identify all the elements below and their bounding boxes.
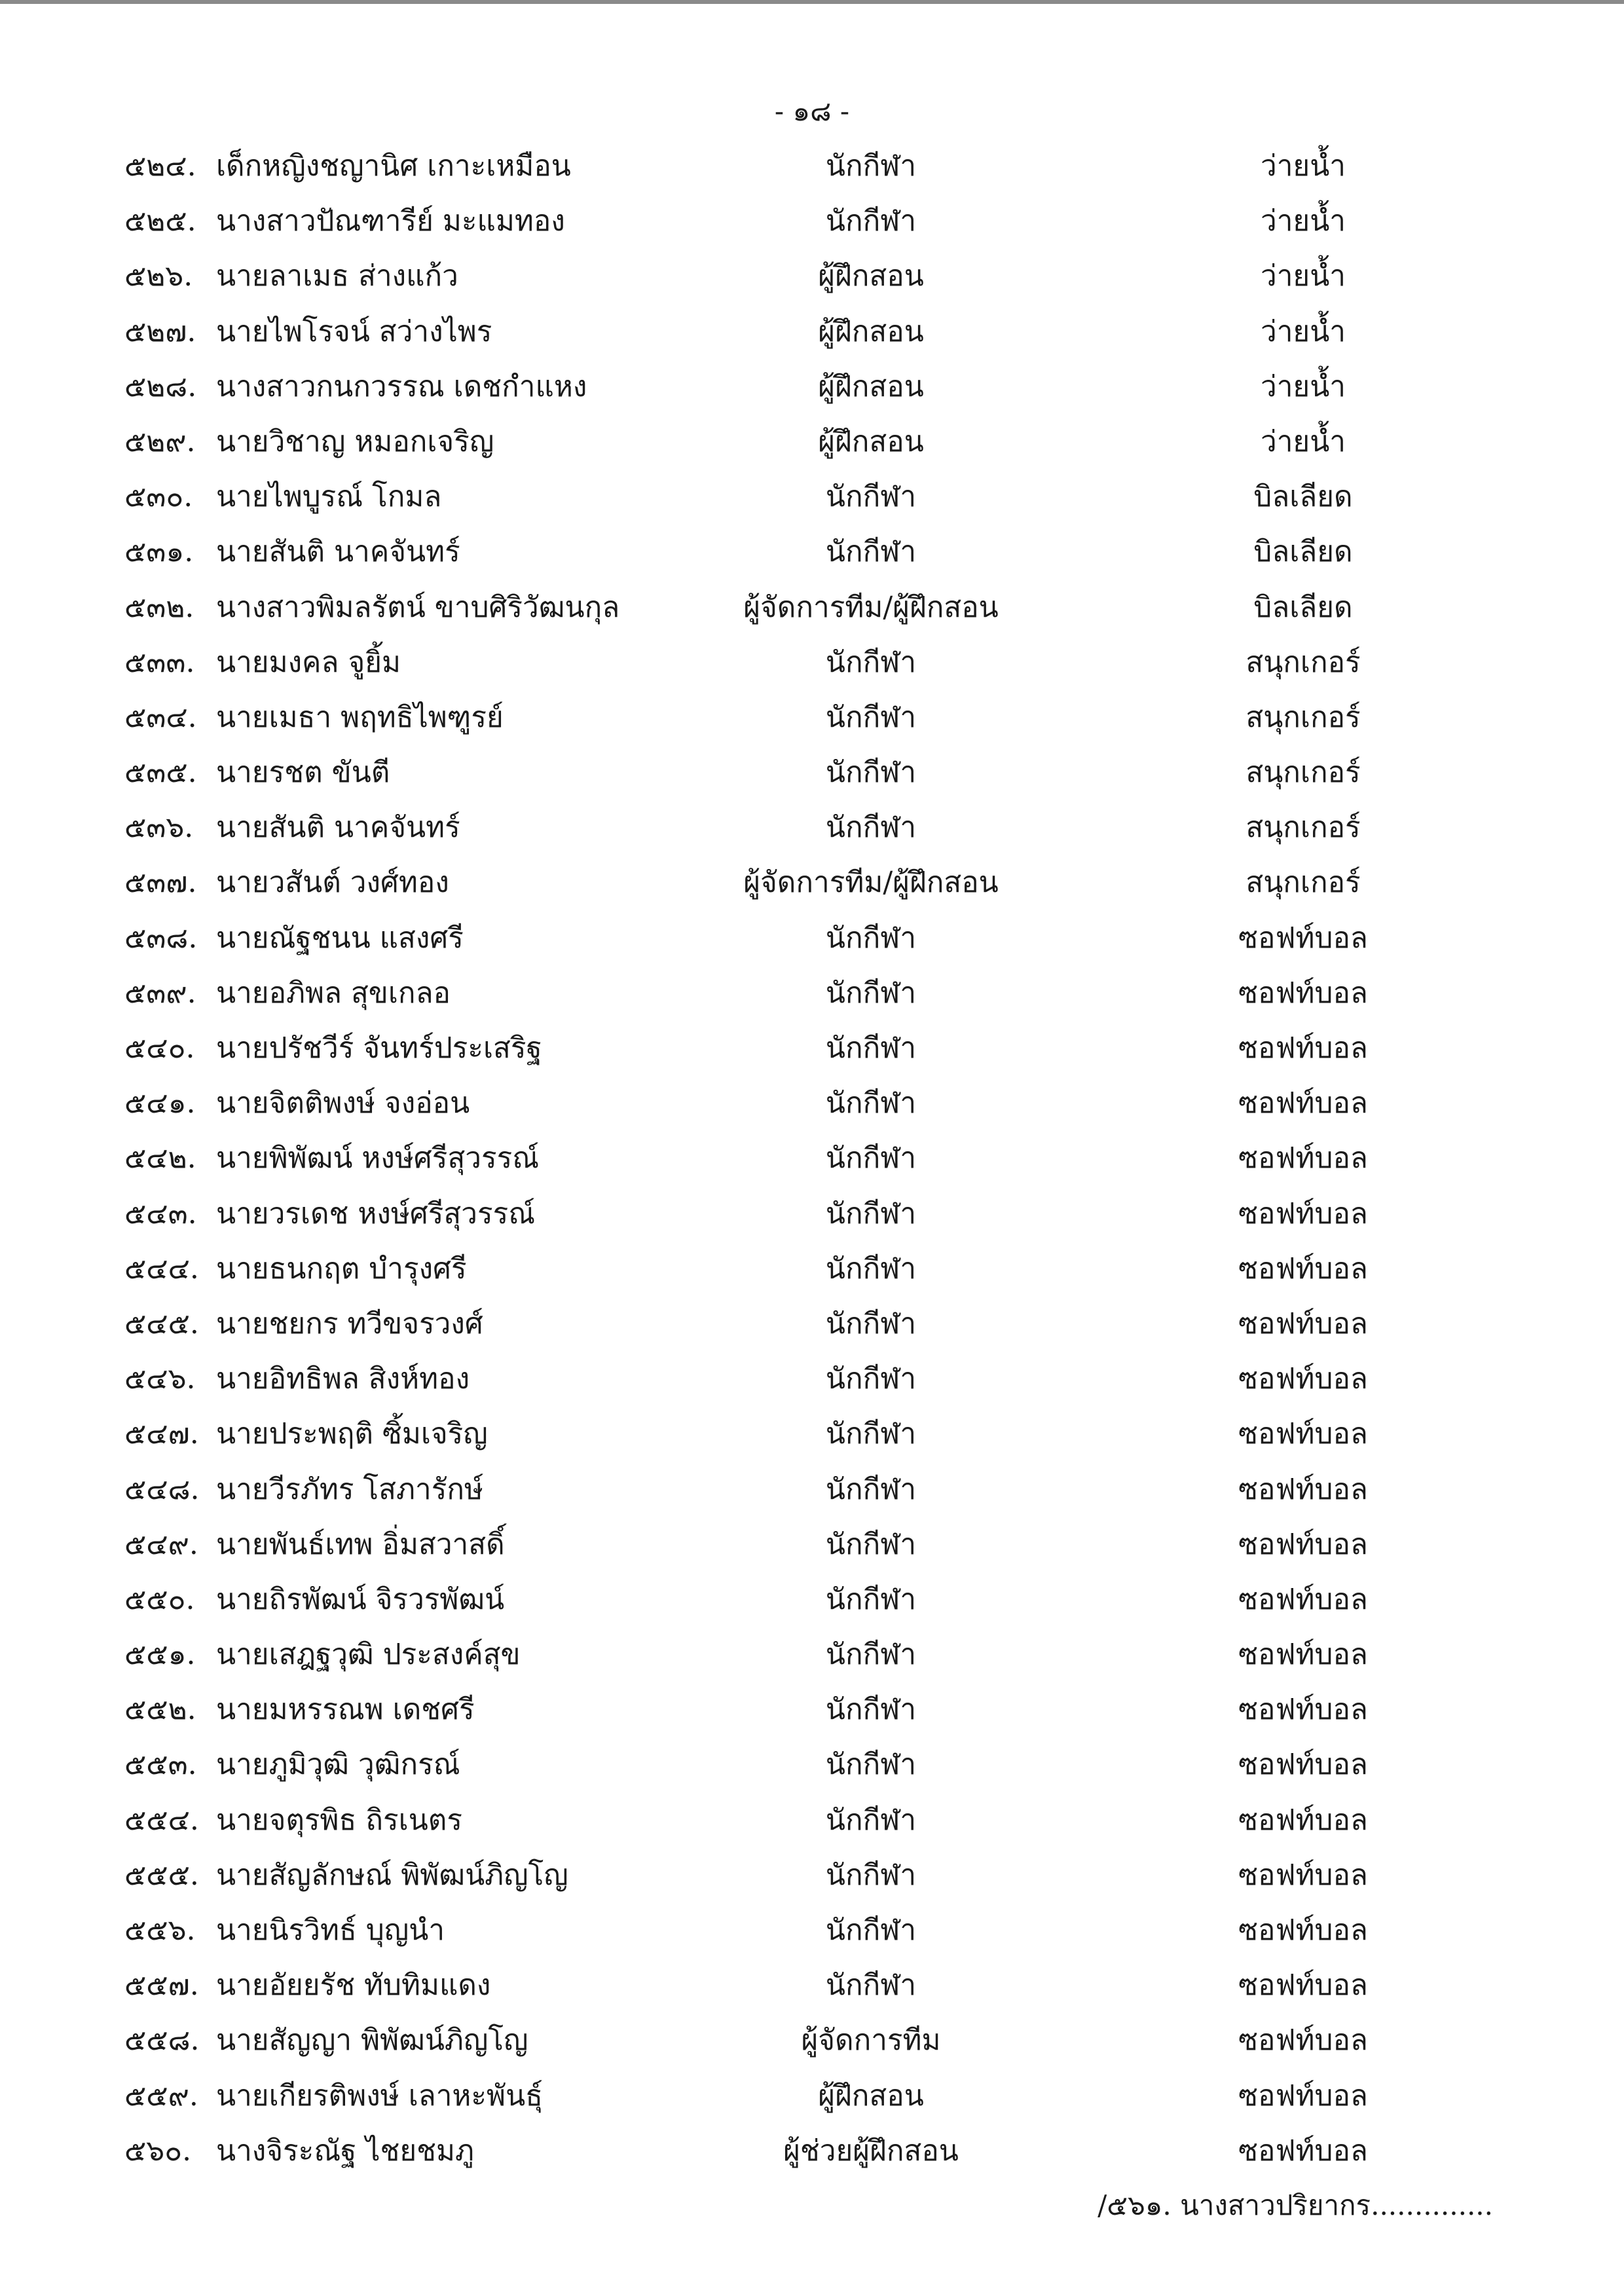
sport-type: ว่ายน้ำ [1261,369,1346,403]
list-item [0,635,1624,690]
list-item [0,360,1624,415]
person-name: นายถิรพัฒน์ จิรวรพัฒน์ [216,1582,505,1616]
item-number: ๕๕๕. [124,1858,199,1892]
person-role: นักกีฬา [825,1638,917,1672]
list-item [0,1903,1624,1958]
sport-type: บิลเลียด [1253,590,1353,624]
list-item [0,1407,1624,1462]
person-role: นักกีฬา [825,921,917,955]
person-role: ผู้ฝึกสอน [818,314,924,348]
list-item [0,1682,1624,1737]
person-role: ผู้จัดการทีม [801,2024,941,2058]
item-number: ๕๓๑. [124,535,194,569]
person-name: นายสัญญา พิพัฒน์ภิญโญ [216,2024,528,2058]
list-item [0,1737,1624,1792]
sport-type: ซอฟท์บอล [1238,1306,1368,1340]
person-name: นายไพโรจน์ สว่างไพร [216,314,492,348]
list-item [0,800,1624,855]
item-number: ๕๒๔. [124,149,196,183]
list-item [0,1517,1624,1572]
item-number: ๕๔๑. [124,1086,196,1120]
sport-type: ว่ายน้ำ [1261,149,1346,183]
person-name: นายอภิพล สุขเกลอ [216,976,451,1010]
person-name: นายปรัชวีร์ จันทร์ประเสริฐ [216,1031,542,1065]
person-name: นายมหรรณพ เดชศรี [216,1693,475,1727]
item-number: ๕๓๗. [124,866,197,900]
item-number: ๕๓๘. [124,921,198,955]
item-number: ๕๔๖. [124,1362,196,1396]
list-item [0,855,1624,910]
sport-type: ว่ายน้ำ [1261,204,1346,238]
sport-type: ซอฟท์บอล [1238,1031,1368,1065]
person-name: นายวีรภัทร โสภารักษ์ [216,1472,484,1506]
sport-type: ซอฟท์บอล [1238,1582,1368,1616]
person-name: นายภูมิวุฒิ วุฒิกรณ์ [216,1748,460,1782]
item-number: ๕๓๖. [124,811,194,845]
item-number: ๕๔๔. [124,1251,199,1285]
sport-type: ซอฟท์บอล [1238,1472,1368,1506]
person-name: เด็กหญิงชญานิศ เกาะเหมือน [216,149,571,183]
item-number: ๕๔๘. [124,1472,200,1506]
person-role: นักกีฬา [825,535,917,569]
person-name: นายจิตติพงษ์ จงอ่อน [216,1086,470,1120]
sport-type: ซอฟท์บอล [1238,921,1368,955]
list-item [0,1627,1624,1682]
sport-type: ซอฟท์บอล [1238,1803,1368,1837]
list-item [0,690,1624,745]
person-name: นายธนกฤต บำรุงศรี [216,1251,467,1285]
item-number: ๕๒๙. [124,424,196,458]
item-number: ๕๕๑. [124,1638,196,1672]
person-name: นายสันติ นาคจันทร์ [216,811,460,845]
item-number: ๕๒๗. [124,314,196,348]
list-item [0,305,1624,360]
person-name: นายจตุรพิธ ถิรเนตร [216,1803,462,1837]
item-number: ๕๕๗. [124,1969,199,2003]
item-number: ๕๕๙. [124,2079,198,2113]
list-item [0,2069,1624,2124]
sport-type: ซอฟท์บอล [1238,1196,1368,1230]
item-number: ๕๕๓. [124,1748,197,1782]
person-name: นางสาวพิมลรัตน์ ขาบศิริวัฒนกุล [216,590,620,624]
list-item [0,1021,1624,1076]
person-name: นายไพบูรณ์ โกมล [216,480,442,514]
person-role: นักกีฬา [825,204,917,238]
sport-type: ซอฟท์บอล [1238,1748,1368,1782]
person-role: นักกีฬา [825,700,917,734]
list-item [0,1352,1624,1407]
person-name: นายเมธา พฤทธิไพฑูรย์ [216,700,504,734]
person-role: นักกีฬา [825,1582,917,1616]
sport-type: ซอฟท์บอล [1238,1913,1368,1947]
person-name: นายสันติ นาคจันทร์ [216,535,460,569]
item-number: ๕๓๔. [124,700,197,734]
top-border-rule [0,0,1624,4]
list-item [0,1297,1624,1352]
person-name: นางจิระณัฐ ไชยชมภู [216,2134,475,2168]
list-item [0,470,1624,525]
sport-type: บิลเลียด [1253,535,1353,569]
sport-type: สนุกเกอร์ [1246,866,1361,900]
sport-type: สนุกเกอร์ [1246,700,1361,734]
item-number: ๕๔๗. [124,1417,199,1451]
person-role: นักกีฬา [825,1417,917,1451]
item-number: ๕๒๕. [124,204,196,238]
person-role: นักกีฬา [825,1031,917,1065]
item-number: ๕๕๒. [124,1693,196,1727]
person-role: นักกีฬา [825,480,917,514]
person-name: นายลาเมธ ส่างแก้ว [216,259,458,293]
list-item [0,1572,1624,1627]
person-role: นักกีฬา [825,645,917,679]
list-item [0,1076,1624,1131]
sport-type: ซอฟท์บอล [1238,1141,1368,1175]
list-item [0,911,1624,966]
person-role: นักกีฬา [825,1748,917,1782]
item-number: ๕๔๙. [124,1527,198,1561]
list-item [0,1958,1624,2013]
sport-type: ซอฟท์บอล [1238,1251,1368,1285]
person-role: ผู้ฝึกสอน [818,424,924,458]
item-number: ๕๕๔. [124,1803,199,1837]
item-number: ๕๕๘. [124,2024,200,2058]
list-item [0,580,1624,635]
person-role: ผู้ฝึกสอน [818,259,924,293]
person-role: นักกีฬา [825,976,917,1010]
person-name: นายนิรวิทธ์ บุญนำ [216,1913,445,1947]
item-number: ๕๕๖. [124,1913,196,1947]
item-number: ๕๔๓. [124,1196,197,1230]
person-role: นักกีฬา [825,1086,917,1120]
sport-type: สนุกเกอร์ [1246,645,1361,679]
list-item [0,1848,1624,1903]
item-number: ๕๓๓. [124,645,195,679]
person-name: นายเกียรติพงษ์ เลาหะพันธุ์ [216,2079,543,2113]
person-role: นักกีฬา [825,1803,917,1837]
item-number: ๕๓๕. [124,756,197,790]
sport-type: ว่ายน้ำ [1261,259,1346,293]
sport-type: ว่ายน้ำ [1261,424,1346,458]
person-name: นายชยกร ทวีขจรวงศ์ [216,1306,483,1340]
item-number: ๕๒๖. [124,259,193,293]
person-role: นักกีฬา [825,811,917,845]
person-name: นายวสันต์ วงศ์ทอง [216,866,449,900]
item-number: ๕๒๘. [124,369,197,403]
person-name: นายณัฐชนน แสงศรี [216,921,464,955]
item-number: ๕๖๐. [124,2134,192,2168]
sport-type: ซอฟท์บอล [1238,1527,1368,1561]
item-number: ๕๓๒. [124,590,194,624]
sport-type: ซอฟท์บอล [1238,2134,1368,2168]
person-name: นายประพฤติ ซิ้มเจริญ [216,1417,488,1451]
list-item [0,139,1624,194]
person-role: นักกีฬา [825,1969,917,2003]
person-role: นักกีฬา [825,1251,917,1285]
list-item [0,745,1624,800]
list-item [0,2124,1624,2179]
person-role: นักกีฬา [825,1141,917,1175]
list-item [0,1242,1624,1297]
sport-type: ซอฟท์บอล [1238,1969,1368,2003]
list-item [0,194,1624,249]
sport-type: ซอฟท์บอล [1238,1417,1368,1451]
list-item [0,1462,1624,1517]
person-name: นายอิทธิพล สิงห์ทอง [216,1362,470,1396]
person-role: นักกีฬา [825,149,917,183]
person-role: ผู้ช่วยผู้ฝึกสอน [783,2134,959,2168]
person-name: นายสัญลักษณ์ พิพัฒน์ภิญโญ [216,1858,568,1892]
person-role: นักกีฬา [825,1858,917,1892]
sport-type: ซอฟท์บอล [1238,2024,1368,2058]
list-item [0,249,1624,304]
person-name: นายพันธ์เทพ อิ่มสวาสดิ์ [216,1527,505,1561]
person-role: นักกีฬา [825,1527,917,1561]
item-number: ๕๔๐. [124,1031,195,1065]
item-number: ๕๓๙. [124,976,196,1010]
person-role: นักกีฬา [825,1913,917,1947]
person-name: นายพิพัฒน์ หงษ์ศรีสุวรรณ์ [216,1141,540,1175]
list-item [0,415,1624,470]
person-name: นายวิชาญ หมอกเจริญ [216,424,494,458]
person-name: นายรชต ขันตี [216,756,390,790]
item-number: ๕๔๕. [124,1306,199,1340]
sport-type: ซอฟท์บอล [1238,1086,1368,1120]
sport-type: ซอฟท์บอล [1238,976,1368,1010]
item-number: ๕๕๐. [124,1582,195,1616]
person-role: ผู้จัดการทีม/ผู้ฝึกสอน [743,590,999,624]
list-item [0,966,1624,1021]
person-name: นางสาวกนกวรรณ เดชกำแหง [216,369,587,403]
sport-type: ซอฟท์บอล [1238,2079,1368,2113]
continuation-note: /๕๖๑. นางสาวปริยากร.............. [1098,2189,1493,2221]
sport-type: ซอฟท์บอล [1238,1858,1368,1892]
list-item [0,525,1624,580]
participant-list [0,139,1624,2179]
sport-type: ว่ายน้ำ [1261,314,1346,348]
page-number: - ๑๘ - [774,95,850,127]
sport-type: ซอฟท์บอล [1238,1638,1368,1672]
person-name: นายมงคล จูยิ้ม [216,645,401,679]
person-role: นักกีฬา [825,756,917,790]
person-name: นางสาวปัณฑารีย์ มะแมทอง [216,204,565,238]
person-role: ผู้ฝึกสอน [818,369,924,403]
list-item [0,1187,1624,1242]
person-name: นายวรเดช หงษ์ศรีสุวรรณ์ [216,1196,536,1230]
person-role: นักกีฬา [825,1306,917,1340]
list-item [0,2013,1624,2068]
person-name: นายเสฎฐวุฒิ ประสงค์สุข [216,1638,521,1672]
person-role: นักกีฬา [825,1693,917,1727]
person-role: นักกีฬา [825,1196,917,1230]
sport-type: ซอฟท์บอล [1238,1693,1368,1727]
person-role: ผู้จัดการทีม/ผู้ฝึกสอน [743,866,999,900]
list-item [0,1131,1624,1186]
sport-type: ซอฟท์บอล [1238,1362,1368,1396]
sport-type: สนุกเกอร์ [1246,756,1361,790]
item-number: ๕๓๐. [124,480,193,514]
person-role: ผู้ฝึกสอน [818,2079,924,2113]
sport-type: สนุกเกอร์ [1246,811,1361,845]
person-name: นายอัยยรัช ทับทิมแดง [216,1969,491,2003]
item-number: ๕๔๒. [124,1141,196,1175]
person-role: นักกีฬา [825,1362,917,1396]
list-item [0,1793,1624,1848]
person-role: นักกีฬา [825,1472,917,1506]
sport-type: บิลเลียด [1253,480,1353,514]
